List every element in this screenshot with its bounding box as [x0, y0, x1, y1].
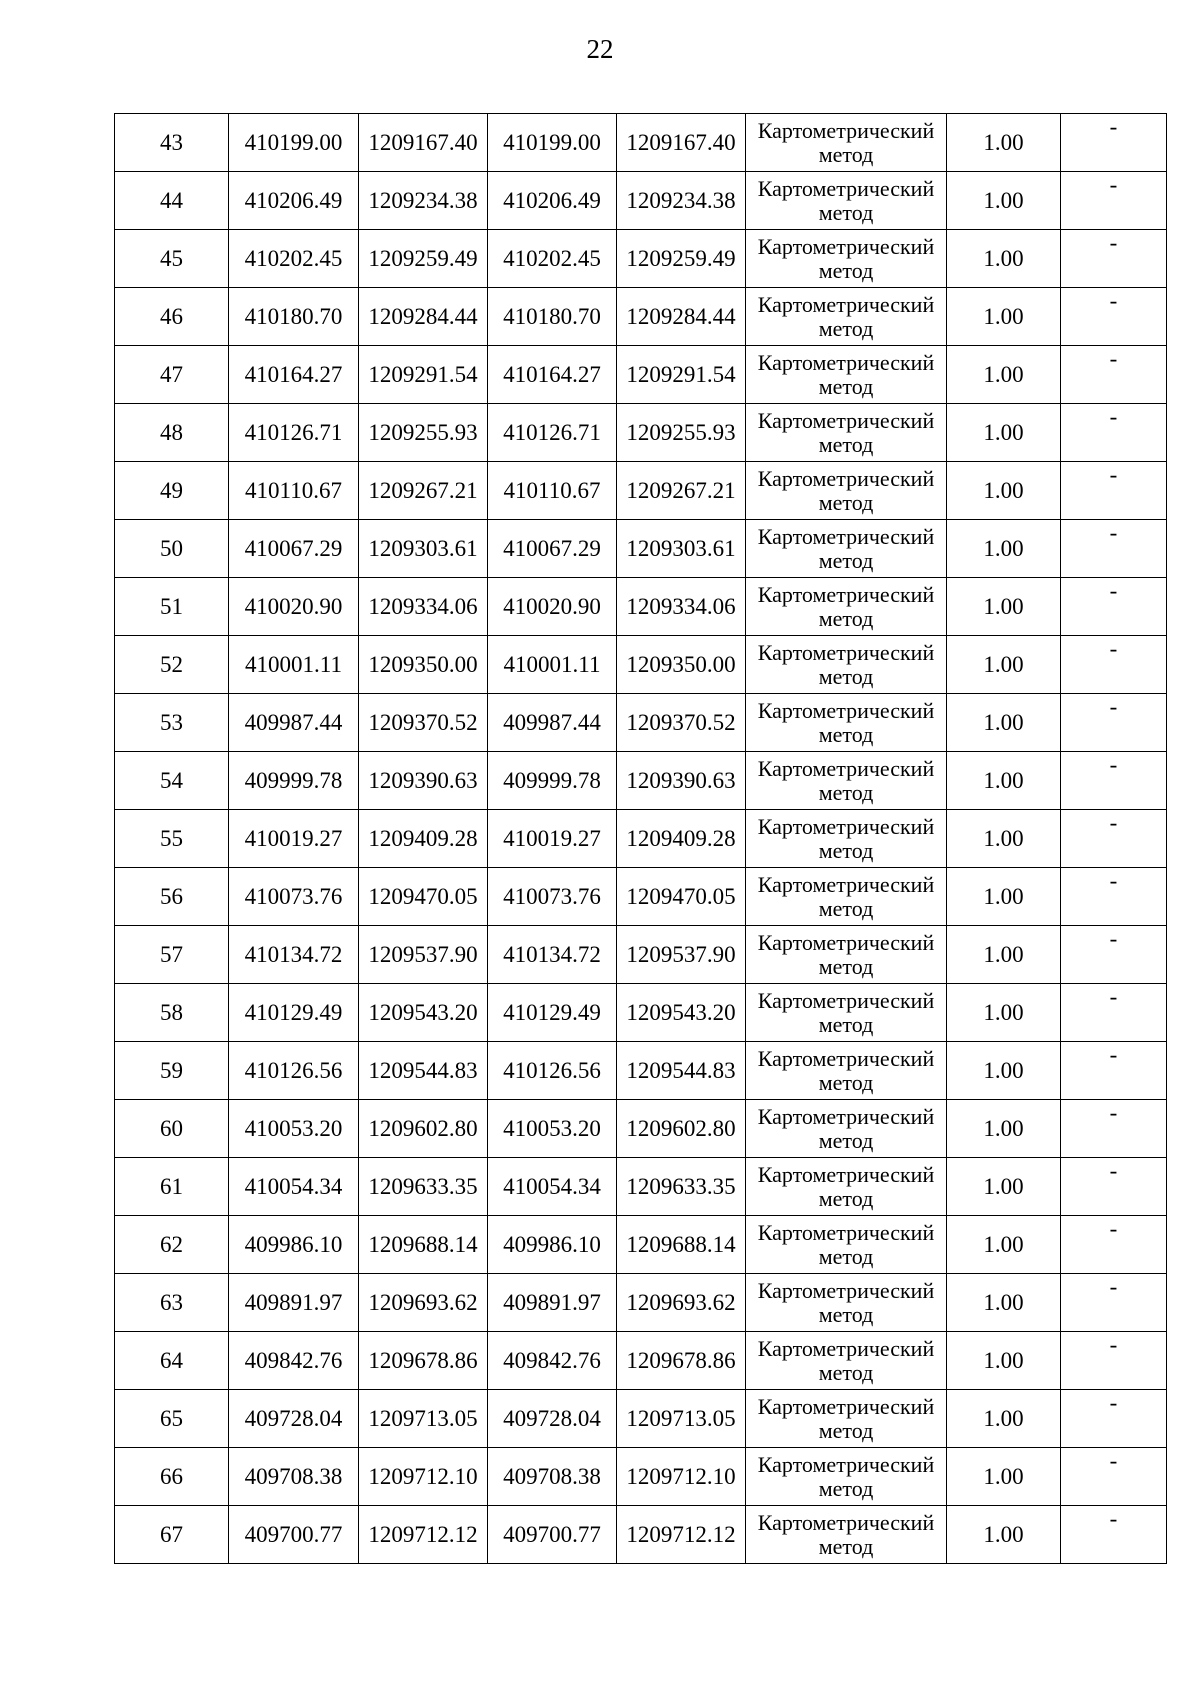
point-number-cell: 57	[115, 926, 229, 984]
y-coordinate-refined-cell: 1209543.20	[617, 984, 746, 1042]
x-coordinate-refined-cell: 410054.34	[488, 1158, 617, 1216]
accuracy-cell: 1.00	[947, 694, 1061, 752]
x-coordinate-existing-cell: 410164.27	[229, 346, 359, 404]
accuracy-cell: 1.00	[947, 1332, 1061, 1390]
method-cell	[746, 114, 947, 172]
y-coordinate-existing-cell: 1209712.10	[359, 1448, 488, 1506]
x-coordinate-refined-cell: 409987.44	[488, 694, 617, 752]
accuracy-cell: 1.00	[947, 1506, 1061, 1564]
x-coordinate-existing-cell: 409999.78	[229, 752, 359, 810]
point-number-cell: 43	[115, 114, 229, 172]
y-coordinate-refined-cell: 1209234.38	[617, 172, 746, 230]
method-text-line2: метод	[818, 489, 874, 515]
table-row	[115, 172, 1167, 230]
table-row	[115, 1274, 1167, 1332]
note-cell: -	[1061, 1042, 1167, 1100]
accuracy-cell: 1.00	[947, 1216, 1061, 1274]
table-row	[115, 230, 1167, 288]
note-cell: -	[1061, 114, 1167, 172]
x-coordinate-refined-cell: 410180.70	[488, 288, 617, 346]
y-coordinate-existing-cell: 1209350.00	[359, 636, 488, 694]
accuracy-cell: 1.00	[947, 288, 1061, 346]
note-cell: -	[1061, 578, 1167, 636]
y-coordinate-existing-cell: 1209470.05	[359, 868, 488, 926]
x-coordinate-refined-cell: 410019.27	[488, 810, 617, 868]
x-coordinate-refined-cell: 409842.76	[488, 1332, 617, 1390]
x-coordinate-refined-cell: 410129.49	[488, 984, 617, 1042]
page-number: 22	[586, 34, 614, 64]
x-coordinate-existing-cell: 410134.72	[229, 926, 359, 984]
point-number-cell: 47	[115, 346, 229, 404]
x-coordinate-refined-cell: 410164.27	[488, 346, 617, 404]
note-cell: -	[1061, 636, 1167, 694]
note-cell: -	[1061, 752, 1167, 810]
y-coordinate-existing-cell: 1209234.38	[359, 172, 488, 230]
y-coordinate-refined-cell: 1209544.83	[617, 1042, 746, 1100]
accuracy-cell: 1.00	[947, 926, 1061, 984]
y-coordinate-refined-cell: 1209537.90	[617, 926, 746, 984]
point-number-cell: 67	[115, 1506, 229, 1564]
method-text-line2: метод	[818, 1243, 874, 1269]
y-coordinate-existing-cell: 1209259.49	[359, 230, 488, 288]
x-coordinate-refined-cell: 409891.97	[488, 1274, 617, 1332]
y-coordinate-refined-cell: 1209303.61	[617, 520, 746, 578]
method-text-line1: Картометрический	[757, 639, 935, 665]
x-coordinate-existing-cell: 410126.71	[229, 404, 359, 462]
point-number-cell: 46	[115, 288, 229, 346]
note-cell: -	[1061, 404, 1167, 462]
accuracy-cell: 1.00	[947, 520, 1061, 578]
method-text-line2: метод	[818, 1417, 874, 1443]
method-text-line2: метод	[818, 953, 874, 979]
point-number-cell: 53	[115, 694, 229, 752]
point-number-cell: 59	[115, 1042, 229, 1100]
y-coordinate-refined-cell: 1209633.35	[617, 1158, 746, 1216]
method-cell	[746, 1274, 947, 1332]
point-number-cell: 49	[115, 462, 229, 520]
y-coordinate-existing-cell: 1209370.52	[359, 694, 488, 752]
accuracy-cell: 1.00	[947, 636, 1061, 694]
table-row	[115, 1448, 1167, 1506]
x-coordinate-existing-cell: 410073.76	[229, 868, 359, 926]
method-text-line2: метод	[818, 605, 874, 631]
x-coordinate-refined-cell: 410053.20	[488, 1100, 617, 1158]
method-cell	[746, 752, 947, 810]
method-text-line2: метод	[818, 663, 874, 689]
y-coordinate-existing-cell: 1209409.28	[359, 810, 488, 868]
method-text-line2: метод	[818, 315, 874, 341]
accuracy-cell: 1.00	[947, 752, 1061, 810]
y-coordinate-existing-cell: 1209602.80	[359, 1100, 488, 1158]
y-coordinate-refined-cell: 1209602.80	[617, 1100, 746, 1158]
y-coordinate-refined-cell: 1209284.44	[617, 288, 746, 346]
accuracy-cell: 1.00	[947, 172, 1061, 230]
accuracy-cell: 1.00	[947, 1390, 1061, 1448]
note-cell: -	[1061, 172, 1167, 230]
x-coordinate-existing-cell: 410180.70	[229, 288, 359, 346]
y-coordinate-existing-cell: 1209693.62	[359, 1274, 488, 1332]
note-cell: -	[1061, 462, 1167, 520]
point-number-cell: 61	[115, 1158, 229, 1216]
method-text-line1: Картометрический	[757, 175, 935, 201]
y-coordinate-existing-cell: 1209284.44	[359, 288, 488, 346]
method-cell	[746, 578, 947, 636]
point-number-cell: 51	[115, 578, 229, 636]
table-row	[115, 752, 1167, 810]
table-row	[115, 1332, 1167, 1390]
method-text-line1: Картометрический	[757, 581, 935, 607]
note-cell: -	[1061, 694, 1167, 752]
y-coordinate-existing-cell: 1209334.06	[359, 578, 488, 636]
table-row	[115, 1042, 1167, 1100]
method-text-line1: Картометрический	[757, 349, 935, 375]
note-cell: -	[1061, 288, 1167, 346]
coordinates-table	[114, 113, 1167, 1564]
x-coordinate-existing-cell: 409986.10	[229, 1216, 359, 1274]
method-text-line1: Картометрический	[757, 1335, 935, 1361]
method-text-line1: Картометрический	[757, 697, 935, 723]
x-coordinate-existing-cell: 410020.90	[229, 578, 359, 636]
note-cell: -	[1061, 1448, 1167, 1506]
y-coordinate-existing-cell: 1209543.20	[359, 984, 488, 1042]
method-text-line1: Картометрический	[757, 1161, 935, 1187]
table-row	[115, 288, 1167, 346]
x-coordinate-refined-cell: 409700.77	[488, 1506, 617, 1564]
method-text-line2: метод	[818, 199, 874, 225]
method-cell	[746, 172, 947, 230]
y-coordinate-existing-cell: 1209713.05	[359, 1390, 488, 1448]
x-coordinate-refined-cell: 410206.49	[488, 172, 617, 230]
method-text-line1: Картометрический	[757, 465, 935, 491]
table-row	[115, 1390, 1167, 1448]
y-coordinate-refined-cell: 1209350.00	[617, 636, 746, 694]
y-coordinate-refined-cell: 1209390.63	[617, 752, 746, 810]
method-text-line2: метод	[818, 779, 874, 805]
table-row	[115, 926, 1167, 984]
point-number-cell: 55	[115, 810, 229, 868]
point-number-cell: 44	[115, 172, 229, 230]
note-cell: -	[1061, 1158, 1167, 1216]
x-coordinate-existing-cell: 410206.49	[229, 172, 359, 230]
method-text-line2: метод	[818, 895, 874, 921]
y-coordinate-refined-cell: 1209688.14	[617, 1216, 746, 1274]
note-cell: -	[1061, 520, 1167, 578]
method-cell	[746, 1042, 947, 1100]
method-text-line1: Картометрический	[757, 1045, 935, 1071]
x-coordinate-refined-cell: 410073.76	[488, 868, 617, 926]
accuracy-cell: 1.00	[947, 404, 1061, 462]
table-row	[115, 404, 1167, 462]
method-text-line1: Картометрический	[757, 291, 935, 317]
accuracy-cell: 1.00	[947, 868, 1061, 926]
point-number-cell: 45	[115, 230, 229, 288]
method-text-line2: метод	[818, 373, 874, 399]
accuracy-cell: 1.00	[947, 230, 1061, 288]
x-coordinate-refined-cell: 409999.78	[488, 752, 617, 810]
method-text-line2: метод	[818, 431, 874, 457]
point-number-cell: 65	[115, 1390, 229, 1448]
y-coordinate-refined-cell: 1209409.28	[617, 810, 746, 868]
point-number-cell: 62	[115, 1216, 229, 1274]
x-coordinate-refined-cell: 410202.45	[488, 230, 617, 288]
x-coordinate-existing-cell: 410129.49	[229, 984, 359, 1042]
x-coordinate-existing-cell: 410067.29	[229, 520, 359, 578]
method-cell	[746, 404, 947, 462]
method-text-line1: Картометрический	[757, 929, 935, 955]
y-coordinate-refined-cell: 1209713.05	[617, 1390, 746, 1448]
method-text-line2: метод	[818, 1475, 874, 1501]
x-coordinate-existing-cell: 410199.00	[229, 114, 359, 172]
x-coordinate-refined-cell: 410067.29	[488, 520, 617, 578]
method-cell	[746, 1216, 947, 1274]
method-cell	[746, 520, 947, 578]
y-coordinate-refined-cell: 1209712.10	[617, 1448, 746, 1506]
y-coordinate-refined-cell: 1209255.93	[617, 404, 746, 462]
accuracy-cell: 1.00	[947, 810, 1061, 868]
point-number-cell: 63	[115, 1274, 229, 1332]
method-cell	[746, 1158, 947, 1216]
point-number-cell: 66	[115, 1448, 229, 1506]
table-body	[115, 114, 1167, 1564]
y-coordinate-existing-cell: 1209291.54	[359, 346, 488, 404]
method-text-line2: метод	[818, 1359, 874, 1385]
method-cell	[746, 1332, 947, 1390]
y-coordinate-existing-cell: 1209167.40	[359, 114, 488, 172]
point-number-cell: 64	[115, 1332, 229, 1390]
method-cell	[746, 984, 947, 1042]
note-cell: -	[1061, 1332, 1167, 1390]
method-cell	[746, 288, 947, 346]
note-cell: -	[1061, 230, 1167, 288]
table-row	[115, 868, 1167, 926]
method-cell	[746, 230, 947, 288]
y-coordinate-refined-cell: 1209334.06	[617, 578, 746, 636]
x-coordinate-existing-cell: 409987.44	[229, 694, 359, 752]
y-coordinate-refined-cell: 1209470.05	[617, 868, 746, 926]
method-text-line1: Картометрический	[757, 407, 935, 433]
method-text-line1: Картометрический	[757, 755, 935, 781]
method-cell	[746, 926, 947, 984]
note-cell: -	[1061, 346, 1167, 404]
note-cell: -	[1061, 868, 1167, 926]
method-text-line2: метод	[818, 721, 874, 747]
y-coordinate-existing-cell: 1209390.63	[359, 752, 488, 810]
accuracy-cell: 1.00	[947, 1274, 1061, 1332]
y-coordinate-existing-cell: 1209544.83	[359, 1042, 488, 1100]
accuracy-cell: 1.00	[947, 346, 1061, 404]
note-cell: -	[1061, 1274, 1167, 1332]
point-number-cell: 54	[115, 752, 229, 810]
table-row	[115, 346, 1167, 404]
method-cell	[746, 810, 947, 868]
x-coordinate-existing-cell: 410019.27	[229, 810, 359, 868]
table-row	[115, 1100, 1167, 1158]
method-text-line2: метод	[818, 837, 874, 863]
method-cell	[746, 1100, 947, 1158]
note-cell: -	[1061, 1390, 1167, 1448]
point-number-cell: 52	[115, 636, 229, 694]
method-text-line1: Картометрический	[757, 1451, 935, 1477]
method-cell	[746, 1390, 947, 1448]
method-text-line1: Картометрический	[757, 987, 935, 1013]
accuracy-cell: 1.00	[947, 984, 1061, 1042]
note-cell: -	[1061, 1216, 1167, 1274]
y-coordinate-refined-cell: 1209370.52	[617, 694, 746, 752]
table-row	[115, 1158, 1167, 1216]
x-coordinate-refined-cell: 410001.11	[488, 636, 617, 694]
y-coordinate-existing-cell: 1209303.61	[359, 520, 488, 578]
y-coordinate-refined-cell: 1209267.21	[617, 462, 746, 520]
y-coordinate-refined-cell: 1209712.12	[617, 1506, 746, 1564]
method-text-line1: Картометрический	[757, 523, 935, 549]
method-text-line1: Картометрический	[757, 871, 935, 897]
x-coordinate-existing-cell: 409728.04	[229, 1390, 359, 1448]
accuracy-cell: 1.00	[947, 462, 1061, 520]
method-cell	[746, 1506, 947, 1564]
y-coordinate-existing-cell: 1209255.93	[359, 404, 488, 462]
method-text-line2: метод	[818, 257, 874, 283]
table-row	[115, 636, 1167, 694]
note-cell: -	[1061, 1506, 1167, 1564]
accuracy-cell: 1.00	[947, 114, 1061, 172]
x-coordinate-refined-cell: 410126.56	[488, 1042, 617, 1100]
x-coordinate-refined-cell: 410126.71	[488, 404, 617, 462]
note-cell: -	[1061, 926, 1167, 984]
method-text-line2: метод	[818, 1533, 874, 1559]
note-cell: -	[1061, 810, 1167, 868]
method-cell	[746, 1448, 947, 1506]
note-cell: -	[1061, 1100, 1167, 1158]
method-text-line2: метод	[818, 1127, 874, 1153]
x-coordinate-refined-cell: 410020.90	[488, 578, 617, 636]
table-row	[115, 694, 1167, 752]
method-cell	[746, 868, 947, 926]
x-coordinate-refined-cell: 410134.72	[488, 926, 617, 984]
method-text-line2: метод	[818, 1185, 874, 1211]
accuracy-cell: 1.00	[947, 1042, 1061, 1100]
point-number-cell: 60	[115, 1100, 229, 1158]
x-coordinate-existing-cell: 409700.77	[229, 1506, 359, 1564]
y-coordinate-existing-cell: 1209633.35	[359, 1158, 488, 1216]
accuracy-cell: 1.00	[947, 1158, 1061, 1216]
x-coordinate-existing-cell: 409891.97	[229, 1274, 359, 1332]
method-text-line1: Картометрический	[757, 1509, 935, 1535]
table-row	[115, 1506, 1167, 1564]
x-coordinate-refined-cell: 409986.10	[488, 1216, 617, 1274]
y-coordinate-refined-cell: 1209693.62	[617, 1274, 746, 1332]
accuracy-cell: 1.00	[947, 578, 1061, 636]
table-row	[115, 114, 1167, 172]
table-row	[115, 520, 1167, 578]
x-coordinate-existing-cell: 410054.34	[229, 1158, 359, 1216]
method-text-line1: Картометрический	[757, 1219, 935, 1245]
accuracy-cell: 1.00	[947, 1448, 1061, 1506]
x-coordinate-existing-cell: 410053.20	[229, 1100, 359, 1158]
method-text-line1: Картометрический	[757, 1103, 935, 1129]
x-coordinate-existing-cell: 409708.38	[229, 1448, 359, 1506]
x-coordinate-existing-cell: 410126.56	[229, 1042, 359, 1100]
point-number-cell: 58	[115, 984, 229, 1042]
method-cell	[746, 636, 947, 694]
note-cell: -	[1061, 984, 1167, 1042]
method-text-line1: Картометрический	[757, 813, 935, 839]
method-text-line2: метод	[818, 141, 874, 167]
table-row	[115, 462, 1167, 520]
accuracy-cell: 1.00	[947, 1100, 1061, 1158]
method-text-line1: Картометрический	[757, 1393, 935, 1419]
x-coordinate-existing-cell: 410110.67	[229, 462, 359, 520]
table-row	[115, 810, 1167, 868]
point-number-cell: 50	[115, 520, 229, 578]
y-coordinate-existing-cell: 1209537.90	[359, 926, 488, 984]
method-text-line2: метод	[818, 1069, 874, 1095]
y-coordinate-refined-cell: 1209291.54	[617, 346, 746, 404]
y-coordinate-existing-cell: 1209688.14	[359, 1216, 488, 1274]
y-coordinate-existing-cell: 1209712.12	[359, 1506, 488, 1564]
table-row	[115, 984, 1167, 1042]
method-cell	[746, 346, 947, 404]
y-coordinate-existing-cell: 1209678.86	[359, 1332, 488, 1390]
y-coordinate-refined-cell: 1209678.86	[617, 1332, 746, 1390]
method-text-line2: метод	[818, 1011, 874, 1037]
y-coordinate-existing-cell: 1209267.21	[359, 462, 488, 520]
method-text-line1: Картометрический	[757, 233, 935, 259]
x-coordinate-refined-cell: 409708.38	[488, 1448, 617, 1506]
table-row	[115, 578, 1167, 636]
x-coordinate-existing-cell: 410001.11	[229, 636, 359, 694]
method-cell	[746, 462, 947, 520]
x-coordinate-refined-cell: 410199.00	[488, 114, 617, 172]
method-text-line1: Картометрический	[757, 1277, 935, 1303]
method-text-line2: метод	[818, 1301, 874, 1327]
method-text-line2: метод	[818, 547, 874, 573]
method-text-line1: Картометрический	[757, 117, 935, 143]
point-number-cell: 56	[115, 868, 229, 926]
x-coordinate-refined-cell: 409728.04	[488, 1390, 617, 1448]
y-coordinate-refined-cell: 1209167.40	[617, 114, 746, 172]
method-cell	[746, 694, 947, 752]
x-coordinate-existing-cell: 409842.76	[229, 1332, 359, 1390]
x-coordinate-existing-cell: 410202.45	[229, 230, 359, 288]
x-coordinate-refined-cell: 410110.67	[488, 462, 617, 520]
table-row	[115, 1216, 1167, 1274]
y-coordinate-refined-cell: 1209259.49	[617, 230, 746, 288]
point-number-cell: 48	[115, 404, 229, 462]
